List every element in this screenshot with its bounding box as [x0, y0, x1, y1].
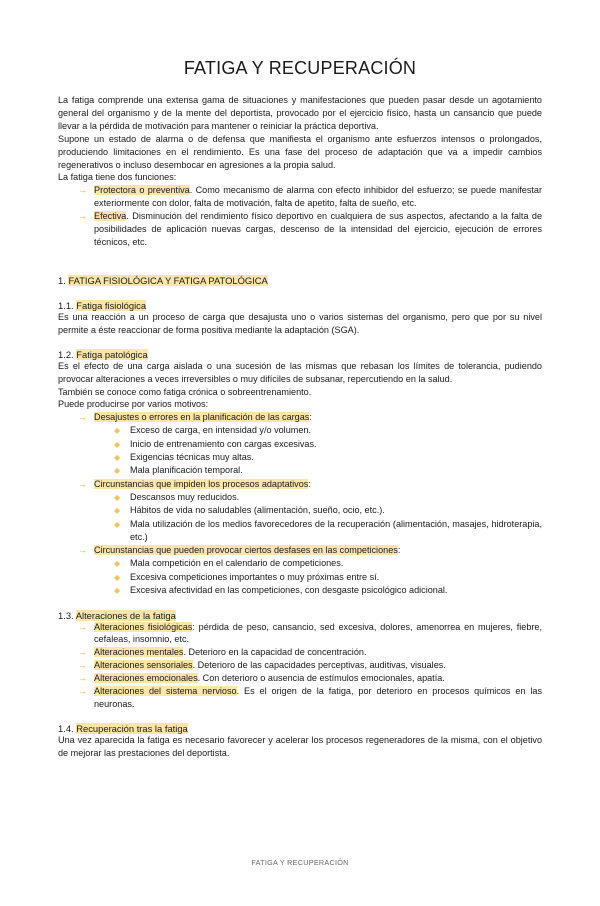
arrow-icon: →	[78, 211, 87, 222]
diamond-bullet-icon: ◆	[114, 586, 121, 596]
diamond-bullet-icon: ◆	[114, 453, 121, 463]
cause-group: → Circunstancias que impiden los procesos adaptativos:	[78, 478, 311, 489]
subsection-1-2-text: Puede producirse por varios motivos:	[58, 399, 209, 410]
subsection-number: 1.2.	[58, 348, 77, 360]
cause-item: ◆ Exigencias técnicas muy altas.	[58, 451, 542, 464]
arrow-icon: →	[78, 478, 87, 489]
function-text: . Como mecanismo de alarma con efecto inhibidor del esfuerzo; se puede manifestar exteriormente con dolor, falta de motivación, falta de apetito, falta de sueño, etc.	[94, 185, 542, 209]
arrow-icon: →	[78, 185, 87, 196]
subsection-title: Alteraciones de la fatiga	[75, 609, 176, 621]
arrow-icon: →	[78, 673, 87, 684]
subsection-title: Recuperación tras la fatiga	[76, 722, 188, 734]
arrow-icon: →	[78, 412, 87, 423]
subsection-number: 1.4.	[58, 722, 77, 734]
subsection-1-2-text: Es el efecto de una carga aislada o una sucesión de las mismas que rebasan los límites de tolerancia, pudiendo provocar alteraciones a veces irreversibles o muy difíciles de subsanar, repercutiendo en la salud.	[58, 360, 542, 384]
intro	[58, 94, 542, 249]
cause-item: ◆ Descansos muy reducidos.	[58, 491, 542, 504]
intro-paragraph: La fatiga comprende una extensa gama de situaciones y manifestaciones que pueden pasar desde un agotamiento general del organismo y de la mente del deportista, provocado por el ejercicio físico, hasta un cansancio que puede llevar a la pérdida de motivación para mantener o reiniciar la práctica deportiva.	[58, 95, 542, 131]
cause-label: Circunstancias que pueden provocar ciertos desfases en las competiciones	[94, 545, 398, 556]
alteration-item: → Alteraciones mentales. Deterioro en la capacidad de concentración.	[78, 647, 367, 658]
subsection-title: Fatiga fisiológica	[76, 299, 147, 311]
arrow-icon: →	[78, 621, 87, 632]
cause-item: ◆ Exceso de carga, en intensidad y/o volumen.	[58, 424, 542, 437]
cause-group: → Desajustes o errores en la planificación de las cargas:	[78, 412, 312, 423]
cause-item: ◆ Excesiva competiciones importantes o muy próximas entre sí.	[58, 571, 542, 584]
diamond-bullet-icon: ◆	[114, 559, 121, 569]
document-title: FATIGA Y RECUPERACIÓN	[183, 58, 417, 78]
diamond-bullet-icon: ◆	[114, 466, 121, 476]
function-text: . Disminución del rendimiento físico deportivo en cualquiera de sus aspectos, afectando a la falta de posibilidades de aplicación nuevas cargas, descenso de la intensidad del ejercicio, ejecución de errores técnicos, etc.	[94, 211, 542, 247]
cause-group: → Circunstancias que pueden provocar ciertos desfases en las competiciones:	[78, 545, 401, 556]
page-footer: FATIGA Y RECUPERACIÓN	[251, 858, 349, 867]
diamond-bullet-icon: ◆	[114, 519, 121, 529]
subsection-number: 1.3.	[58, 609, 76, 621]
section-title: FATIGA FISIOLÓGICA Y FATIGA PATOLÓGICA	[68, 274, 268, 286]
subsection-number: 1.1.	[58, 299, 77, 311]
diamond-bullet-icon: ◆	[114, 506, 121, 516]
arrow-icon: →	[78, 545, 87, 556]
cause-label: Circunstancias que impiden los procesos adaptativos	[94, 478, 309, 489]
function-term: Protectora o preventiva	[94, 185, 190, 196]
cause-item: ◆ Excesiva afectividad en las competiciones, con desgaste psicológico adicional.	[58, 584, 542, 597]
subsection-1-3-heading	[58, 610, 542, 621]
cause-item: ◆ Mala planificación temporal.	[58, 464, 542, 477]
subsection-1-1-text: Es una reacción a un proceso de carga que desajusta uno o varios sistemas del organismo, pero que por su nivel permite a éste reaccionar de forma positiva mediante la adaptación (SGA).	[58, 311, 542, 335]
cause-item: ◆ Hábitos de vida no saludables (alimentación, sueño, ocio, etc.).	[58, 504, 542, 517]
diamond-bullet-icon: ◆	[114, 572, 121, 582]
section-number: 1.	[58, 274, 69, 286]
cause-item: ◆ Mala competición en el calendario de competiciones.	[58, 557, 542, 570]
function-item	[58, 210, 542, 249]
arrow-icon: →	[78, 660, 87, 671]
intro-paragraph: La fatiga tiene dos funciones:	[58, 172, 177, 183]
subsection-title: Fatiga patológica	[76, 348, 148, 360]
subsection-1-4-text: Una vez aparecida la fatiga es necesario favorecer y acelerar los procesos regeneradores de la misma, con el objetivo de mejorar las prestaciones del deportista.	[58, 734, 542, 758]
subsection-1-2-heading	[58, 349, 542, 360]
alteration-item: → Alteraciones fisiológicas: pérdida de peso, cansancio, sed excesiva, dolores, amenorrea en mujeres, fiebre, cefaleas, insomnio, etc.	[78, 621, 542, 645]
alteration-item: → Alteraciones del sistema nervioso. Es el origen de la fatiga, por deterioro en procesos químicos en las neuronas.	[78, 686, 543, 709]
subsection-1-1-heading	[58, 300, 542, 311]
cause-item: ◆ Inicio de entrenamiento con cargas excesivas.	[58, 438, 542, 451]
cause-item: ◆ Mala utilización de los medios favorecedores de la recuperación (alimentación, masajes, hidroterapia, etc.)	[114, 518, 542, 542]
cause-label: Desajustes o errores en la planificación de las cargas	[94, 412, 310, 423]
document-page	[0, 58, 600, 906]
subsection-1-2-text: También se conoce como fatiga crónica o sobreentrenamiento.	[58, 386, 312, 397]
function-item	[58, 184, 542, 210]
subsection-1-4-heading	[58, 723, 542, 734]
intro-paragraph: Supone un estado de alarma o de defensa que manifiesta el organismo ante esfuerzos intensos o prolongados, produciendo limitaciones en el rendimiento. Es una fase del proceso de adaptación que va a impedir cambios regenerativos o incluso desembocar en agresiones a la propia salud.	[58, 133, 542, 170]
alteration-item: → Alteraciones emocionales. Con deterioro o ausencia de estímulos emocionales, apatía.	[78, 673, 445, 684]
arrow-icon: →	[78, 647, 87, 658]
diamond-bullet-icon: ◆	[114, 492, 121, 502]
diamond-bullet-icon: ◆	[114, 426, 121, 436]
section-1-heading	[58, 275, 542, 286]
function-term: Efectiva	[94, 211, 127, 222]
arrow-icon: →	[78, 686, 87, 697]
diamond-bullet-icon: ◆	[114, 439, 121, 449]
alteration-item: → Alteraciones sensoriales. Deterioro de las capacidades perceptivas, auditivas, visuales.	[78, 660, 446, 671]
